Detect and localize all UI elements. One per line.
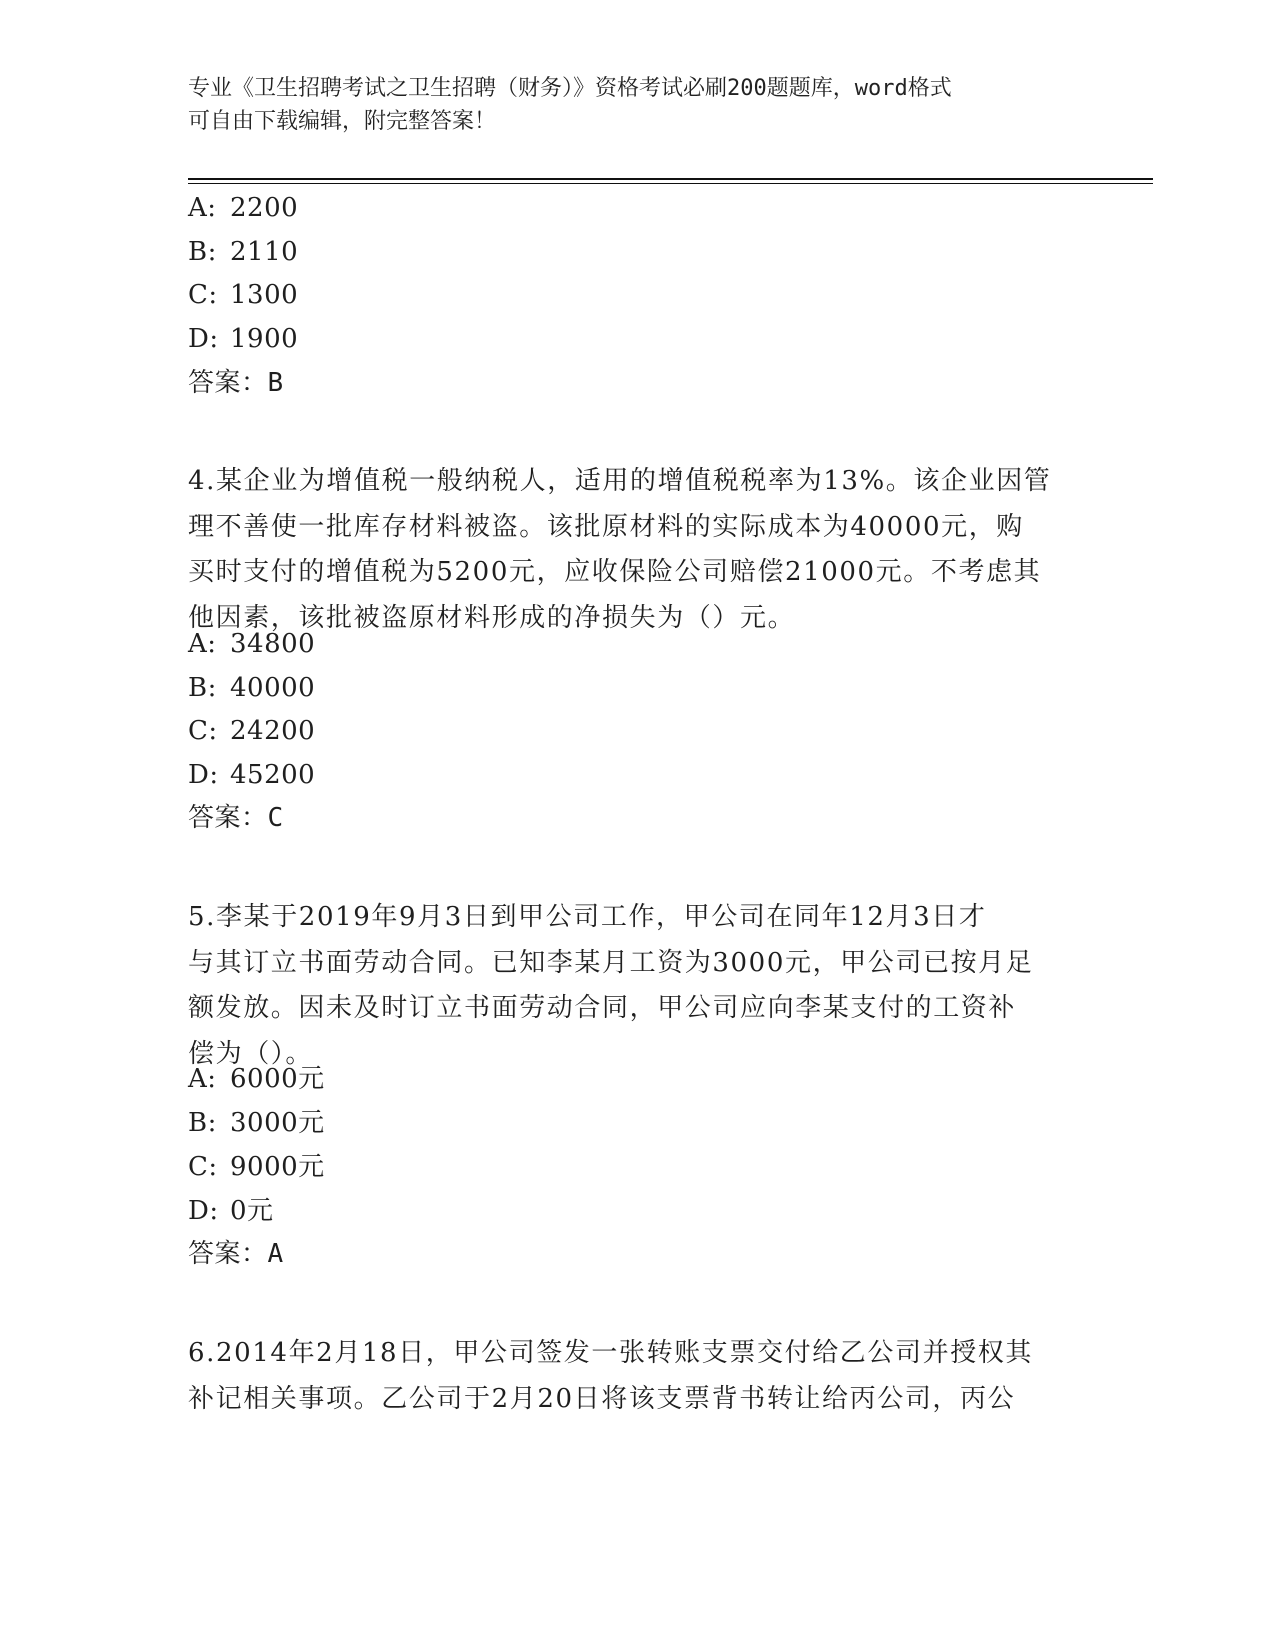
document-header (188, 72, 1068, 138)
q4-answer: 答案：C (188, 803, 284, 833)
option-label: D: (188, 760, 219, 790)
option-label: B: (188, 237, 217, 267)
q5-stem-line: 与其订立书面劳动合同。已知李某月工资为3000元，甲公司已按月足 (188, 947, 1034, 978)
option-label: A: (188, 193, 217, 223)
q6-stem (188, 1331, 1088, 1422)
option-text: 3000元 (230, 1108, 325, 1138)
option-label: C: (188, 280, 218, 310)
option-text: 2110 (230, 237, 299, 267)
q5-stem-line: 偿为（）。 (188, 1038, 314, 1069)
q5-stem (188, 895, 1088, 1077)
q4-stem-line: 理不善使一批库存材料被盗。该批原材料的实际成本为40000元，购 (188, 511, 1024, 542)
q5-option-b (188, 1105, 325, 1141)
q4-stem-line: 4.某企业为增值税一般纳税人，适用的增值税税率为13%。该企业因管 (188, 466, 1052, 496)
option-text: 24200 (230, 716, 316, 746)
q6-stem-line: 补记相关事项。乙公司于2月20日将该支票背书转让给丙公司，丙公 (188, 1383, 1016, 1414)
option-text: 2200 (230, 193, 299, 223)
q6-stem-line: 6.2014年2月18日，甲公司签发一张转账支票交付给乙公司并授权其 (188, 1338, 1034, 1368)
q4-option-a (188, 626, 315, 662)
option-label: B: (188, 1108, 217, 1138)
option-text: 0元 (230, 1196, 274, 1226)
option-text: 34800 (230, 629, 316, 659)
option-label: D: (188, 1196, 219, 1226)
q4-option-b (188, 670, 315, 706)
option-text: 40000 (230, 673, 316, 703)
q4-stem (188, 459, 1088, 641)
option-label: A: (188, 629, 217, 659)
q5-option-d (188, 1193, 274, 1229)
option-label: A: (188, 1064, 217, 1094)
q3-option-c (188, 277, 298, 313)
header-divider-thick (188, 178, 1153, 180)
option-label: B: (188, 673, 217, 703)
q3-option-d (188, 321, 298, 357)
header-divider-thin (188, 183, 1153, 184)
q5-answer: 答案：A (188, 1239, 284, 1269)
q5-option-a (188, 1061, 325, 1097)
option-text: 1900 (230, 324, 299, 354)
option-text: 6000元 (230, 1064, 325, 1094)
option-label: D: (188, 324, 219, 354)
q3-option-b (188, 234, 298, 270)
q4-stem-line: 买时支付的增值税为5200元，应收保险公司赔偿21000元。不考虑其 (188, 557, 1042, 587)
q4-stem-line: 他因素，该批被盗原材料形成的净损失为（）元。 (188, 602, 796, 633)
option-label: C: (188, 1152, 218, 1182)
option-text: 45200 (230, 760, 316, 790)
q5-option-c (188, 1149, 325, 1185)
option-text: 1300 (230, 280, 299, 310)
header-title-line-2: 可自由下载编辑，附完整答案！ (188, 109, 497, 134)
q4-option-c (188, 713, 315, 749)
q3-option-a (188, 190, 298, 226)
option-text: 9000元 (230, 1152, 325, 1182)
q4-option-d (188, 757, 315, 793)
q5-stem-line: 额发放。因未及时订立书面劳动合同，甲公司应向李某支付的工资补 (188, 993, 1017, 1023)
q5-stem-line: 5.李某于2019年9月3日到甲公司工作，甲公司在同年12月3日才 (188, 902, 987, 932)
q3-answer: 答案：B (188, 368, 284, 398)
header-title-line-1: 专业《卫生招聘考试之卫生招聘（财务）》资格考试必刷200题题库，word格式 (188, 76, 952, 101)
option-label: C: (188, 716, 218, 746)
